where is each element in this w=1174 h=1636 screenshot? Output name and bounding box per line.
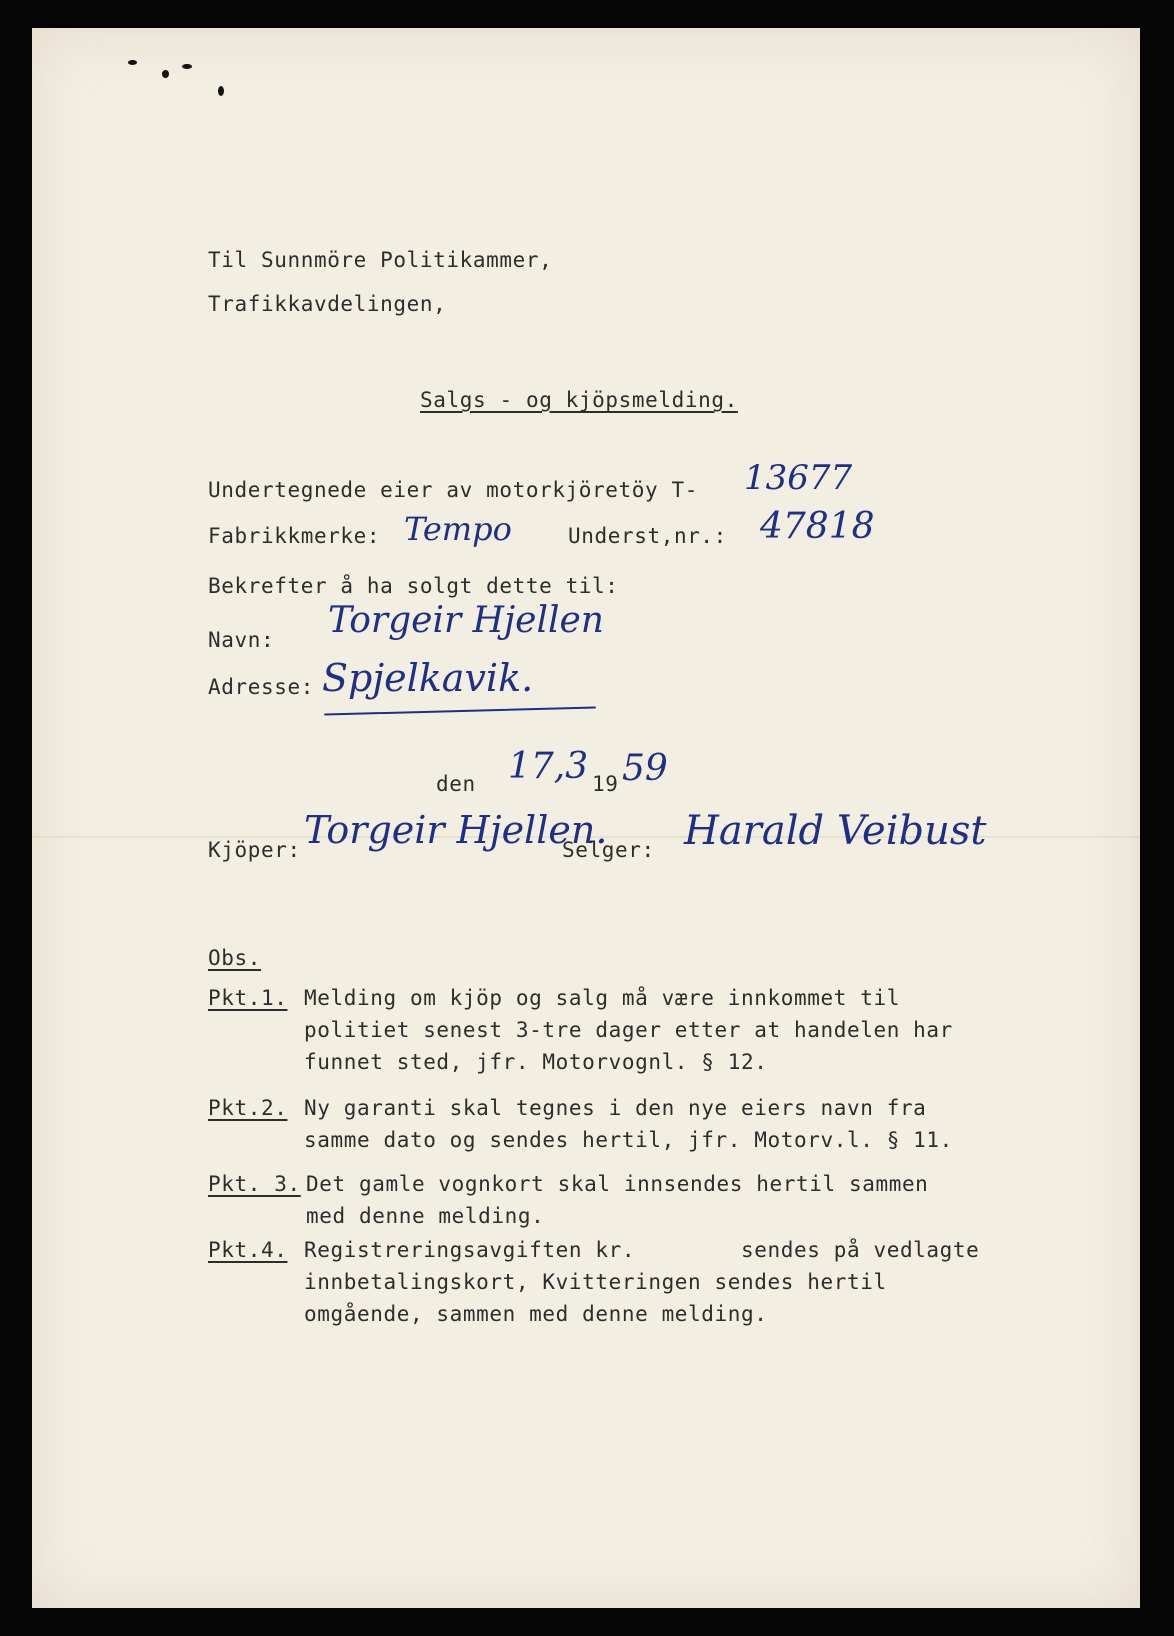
- recipient-line: Til Sunnmöre Politikammer,: [208, 248, 553, 272]
- registration-number: 13677: [744, 458, 853, 498]
- note-4-label: Pkt.4.: [208, 1238, 288, 1262]
- note-3-label: Pkt. 3.: [208, 1172, 301, 1196]
- note-4-line: innbetalingskort, Kvitteringen sendes hertil: [304, 1270, 887, 1294]
- ink-spot: [218, 86, 224, 96]
- make-value: Tempo: [404, 510, 512, 548]
- note-1-line: politiet senest 3-tre dager etter at handelen har: [304, 1018, 953, 1042]
- buyer-signature: Torgeir Hjellen.: [304, 808, 608, 852]
- note-2-line: samme dato og sendes hertil, jfr. Motorv.l. § 11.: [304, 1128, 953, 1152]
- ink-spot: [128, 60, 137, 65]
- chassis-value: 47818: [760, 506, 875, 547]
- address-value: Spjelkavik.: [322, 656, 534, 700]
- address-underline: [324, 706, 596, 715]
- note-1-label: Pkt.1.: [208, 986, 288, 1010]
- date-handwritten: 17,3: [508, 746, 589, 787]
- note-2-label: Pkt.2.: [208, 1096, 288, 1120]
- note-4-line: Registreringsavgiften kr. sendes på vedlagte: [304, 1238, 980, 1262]
- note-2-line: Ny garanti skal tegnes i den nye eiers navn fra: [304, 1096, 927, 1120]
- note-3-line: Det gamle vognkort skal innsendes hertil sammen: [306, 1172, 929, 1196]
- ink-spot: [162, 70, 169, 78]
- department-line: Trafikkavdelingen,: [208, 292, 447, 316]
- owner-label: Undertegnede eier av motorkjöretöy T-: [208, 478, 698, 502]
- date-prefix: den: [436, 772, 476, 796]
- year-suffix: 59: [622, 748, 668, 789]
- make-label: Fabrikkmerke:: [208, 524, 381, 548]
- year-prefix: 19: [592, 772, 619, 796]
- address-label: Adresse:: [208, 675, 314, 699]
- seller-label: Selger:: [562, 838, 655, 862]
- note-1-line: Melding om kjöp og salg må være innkommet til: [304, 986, 900, 1010]
- name-value: Torgeir Hjellen: [328, 600, 604, 641]
- ink-spot: [182, 64, 192, 69]
- confirm-label: Bekrefter å ha solgt dette til:: [208, 574, 619, 598]
- buyer-label: Kjöper:: [208, 838, 301, 862]
- chassis-label: Underst,nr.:: [568, 524, 727, 548]
- document-page: [32, 28, 1140, 1608]
- note-3-line: med denne melding.: [306, 1204, 545, 1228]
- seller-signature: Harald Veibust: [684, 808, 987, 854]
- notes-heading: Obs.: [208, 946, 261, 970]
- note-4-line: omgående, sammen med denne melding.: [304, 1302, 768, 1326]
- document-title: Salgs - og kjöpsmelding.: [420, 388, 738, 412]
- name-label: Navn:: [208, 628, 275, 652]
- note-1-line: funnet sted, jfr. Motorvognl. § 12.: [304, 1050, 768, 1074]
